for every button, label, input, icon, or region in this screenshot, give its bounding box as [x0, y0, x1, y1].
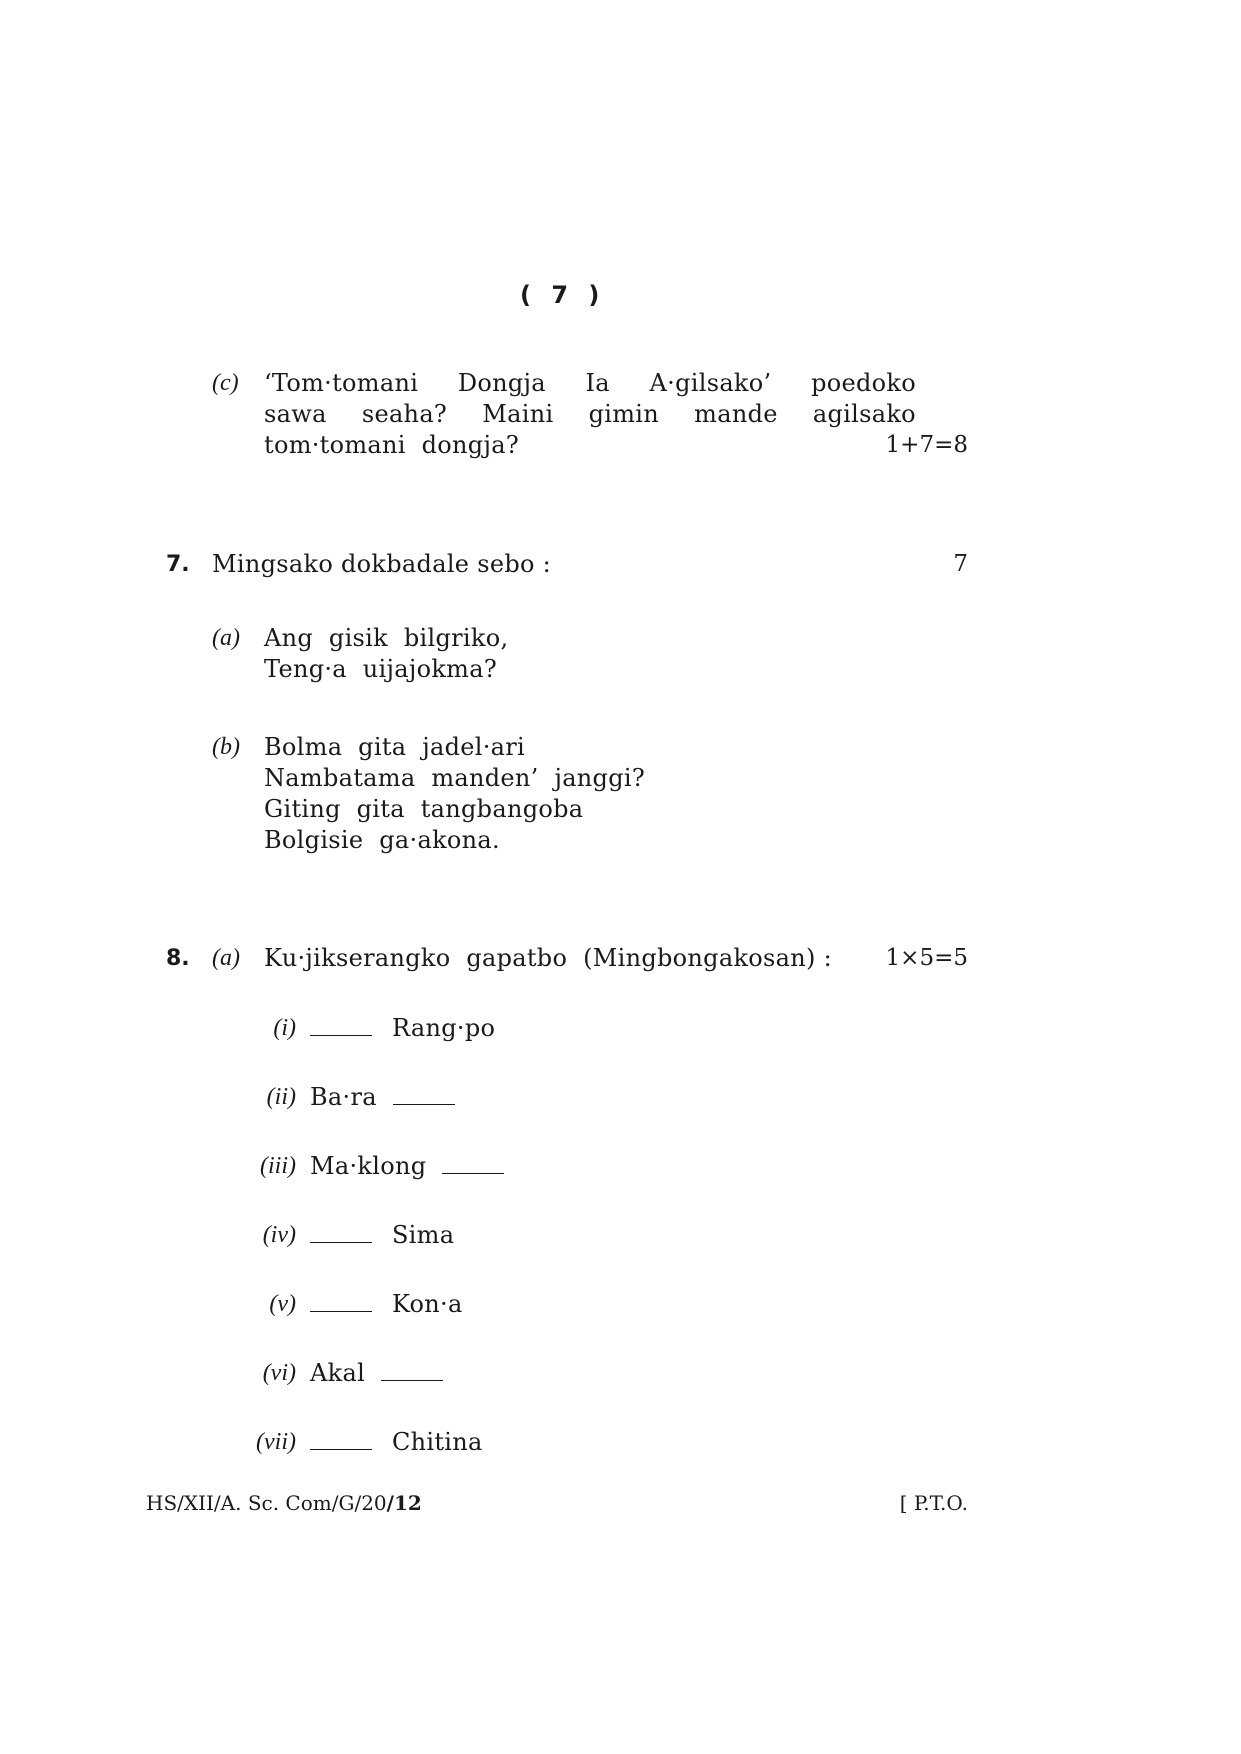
q6c-label: (c) — [212, 370, 239, 396]
answer-blank[interactable] — [310, 1222, 372, 1243]
q6c-word: agilsako — [812, 400, 916, 428]
answer-blank[interactable] — [381, 1360, 443, 1381]
q8-item — [310, 1220, 454, 1251]
q7b-line: Bolma gita jadel·ari — [264, 733, 526, 761]
q8-item-word: Ba·ra — [310, 1083, 377, 1111]
answer-blank[interactable] — [310, 1291, 372, 1312]
q8-item-word: Akal — [310, 1359, 366, 1387]
q8-item-label: (ii) — [266, 1084, 296, 1110]
q7a-line: Teng·a uijajokma? — [264, 655, 498, 683]
q7-number: 7. — [166, 552, 190, 577]
q8-item-label: (v) — [269, 1291, 296, 1317]
q6c-line-2 — [264, 399, 916, 430]
q8-item-word: Kon·a — [391, 1290, 463, 1318]
q8a-label: (a) — [212, 945, 240, 971]
q8-item — [310, 1289, 463, 1320]
q7a-line: Ang gisik bilgriko, — [264, 624, 509, 652]
q8-item-word: Sima — [391, 1221, 455, 1249]
q8-item-word: Ma·klong — [310, 1152, 427, 1180]
q8-item — [310, 1082, 459, 1113]
q6c-marks: 1+7=8 — [885, 432, 968, 458]
q8-item-word: Chitina — [391, 1428, 483, 1456]
paper-code-bold: /12 — [386, 1491, 422, 1515]
q7-marks: 7 — [953, 551, 968, 577]
pto-label: [ P.T.O. — [899, 1491, 968, 1515]
q7b-line: Giting gita tangbangoba — [264, 795, 584, 823]
q6c-word: poedoko — [811, 369, 916, 397]
q6c-word: mande — [694, 400, 778, 428]
paper-code-text: HS/XII/A. Sc. Com/G/20 — [146, 1491, 387, 1515]
q8-item-word: Rang·po — [391, 1014, 496, 1042]
answer-blank[interactable] — [310, 1015, 372, 1036]
q8-item-label: (i) — [273, 1015, 296, 1041]
q6c-line-1 — [264, 368, 916, 399]
page-number: ( 7 ) — [520, 281, 606, 309]
paper-code — [146, 1490, 422, 1516]
q6c-word: Dongja — [457, 369, 546, 397]
q8a-marks: 1×5=5 — [885, 945, 968, 971]
q8-item — [310, 1013, 495, 1044]
q8-item-label: (vi) — [262, 1360, 296, 1386]
q8-item — [310, 1151, 508, 1182]
q6c-word: sawa — [264, 400, 327, 428]
q8-number: 8. — [166, 946, 190, 971]
q8-item-label: (iii) — [260, 1153, 296, 1179]
answer-blank[interactable] — [442, 1153, 504, 1174]
answer-blank[interactable] — [393, 1084, 455, 1105]
q8-item-label: (vii) — [256, 1429, 296, 1455]
q6c-word: Ia — [585, 369, 610, 397]
q8-item — [310, 1358, 447, 1389]
q7b-line: Nambatama manden’ janggi? — [264, 764, 646, 792]
q6c-word: Maini — [482, 400, 554, 428]
q7b-label: (b) — [212, 734, 240, 760]
q6c-word: seaha? — [361, 400, 448, 428]
q7b-line: Bolgisie ga·akona. — [264, 826, 500, 854]
q6c-word: gimin — [588, 400, 660, 428]
q7-text: Mingsako dokbadale sebo : — [212, 550, 552, 578]
answer-blank[interactable] — [310, 1429, 372, 1450]
q8-item — [310, 1427, 483, 1458]
q7a-label: (a) — [212, 625, 240, 651]
q6c-word: ‘Tom·tomani — [264, 369, 419, 397]
q6c-line-3: tom·tomani dongja? — [264, 431, 519, 459]
q6c-word: A·gilsako’ — [649, 369, 772, 397]
q8-item-label: (iv) — [262, 1222, 296, 1248]
q8a-text: Ku·jikserangko gapatbo (Mingbongakosan) : — [264, 944, 833, 972]
